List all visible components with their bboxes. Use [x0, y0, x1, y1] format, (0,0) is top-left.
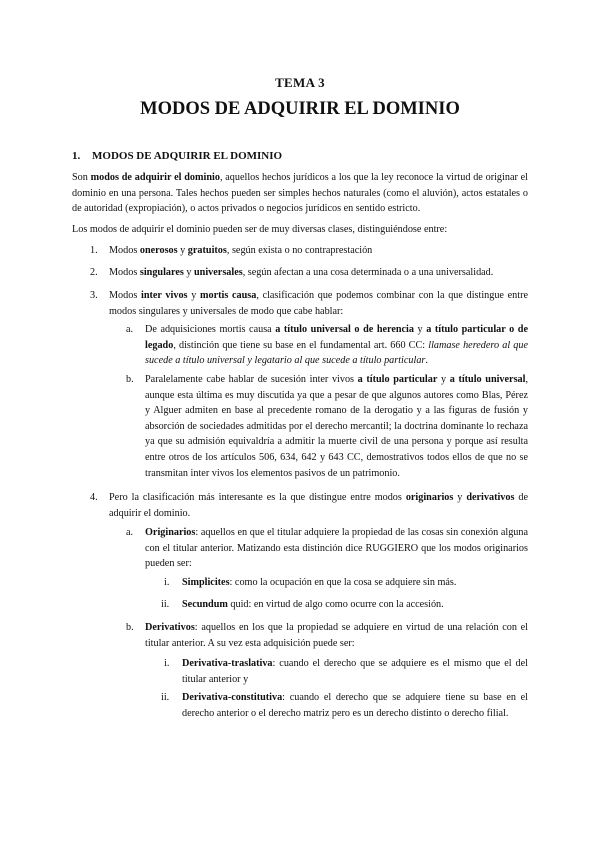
section-heading: [72, 150, 282, 162]
list-marker: 4.: [90, 492, 98, 503]
section-title: MODOS DE ADQUIRIR EL DOMINIO: [92, 150, 283, 162]
section-number: 1.: [72, 150, 81, 162]
list-item: Modos onerosos y gratuitos, según exista o no contraprestación: [109, 245, 373, 256]
sub-list-item: Derivativos: aquellos en los que la propiedad se adquiere en virtud de una relación con el titular anterior. A su vez esta adquisición puede ser:: [145, 622, 528, 649]
list-marker: b.: [126, 622, 134, 633]
list-marker: 2.: [90, 267, 98, 278]
list-item: Modos inter vivos y mortis causa, clasificación que podemos combinar con la que distingue entre modos singulares y universales de modo que cabe hablar:: [109, 290, 528, 317]
roman-list-item: Secundum quid: en virtud de algo como ocurre con la accesión.: [182, 599, 444, 610]
list-marker: ii.: [161, 692, 170, 703]
sub-list-item: Originarios: aquellos en que el titular adquiere la propiedad de las cosas sin conexión alguna con el titular anterior. Matizando esta distinción dice RUGGIERO que los modos originarios pueden ser:: [145, 527, 528, 570]
chapter-label: TEMA 3: [275, 75, 325, 90]
list-marker: 3.: [90, 290, 98, 301]
list-marker: i.: [164, 658, 170, 669]
list-item: Pero la clasificación más interesante es la que distingue entre modos originarios y derivativos de adquirir el dominio.: [109, 492, 529, 519]
list-marker: a.: [126, 324, 134, 335]
roman-list-item: Derivativa-constitutiva: cuando el derecho que se adquiere tiene su base en el derecho anterior o el derecho matriz pero es un derecho distinto o derecho filial.: [182, 692, 528, 719]
list-marker: a.: [126, 527, 134, 538]
classes-paragraph: Los modos de adquirir el dominio pueden ser de muy diversas clases, distinguiéndose entre:: [72, 224, 448, 235]
list-marker: 1.: [90, 245, 98, 256]
list-marker: b.: [126, 374, 134, 385]
sub-list-item: Paralelamente cabe hablar de sucesión inter vivos a título particular y a título universal, aunque esta última es muy discutida ya que a pesar de que algunos autores como Blas, Pérez y Alguer admiten en base al precedente romano de la derogatio y a las figuras de fusión y absorción de sociedades admitidas por el derecho mercantil; la doctrina dominante lo rechaza ya que su admisión equivaldría a admitir la muerte civil de una persona y porque así resulta entre otros de los artículos 506, 634, 642 y 643 CC, demostrativos todos ellos de que no se transmitan inter vivos los elementos pasivos de un patrimonio.: [145, 374, 529, 479]
page-title: MODOS DE ADQUIRIR EL DOMINIO: [140, 99, 460, 119]
list-marker: i.: [164, 577, 170, 588]
sub-list-item: De adquisiciones mortis causa a título universal o de herencia y a título particular o de legado, distinción que tiene su base en el fundamental art. 660 CC: llamase heredero al que sucede a título universal y legatario al que sucede a título particular.: [145, 324, 529, 367]
list-marker: ii.: [161, 599, 170, 610]
intro-paragraph: Son modos de adquirir el dominio, aquellos hechos jurídicos a los que la ley reconoce la virtud de originar el dominio en una persona. Tales hechos pueden ser simples hechos naturales (como el aluvión), actos estatales o de autoridad (expropiación), o actos privados o negocios jurídicos en sentido estricto.: [72, 172, 528, 215]
roman-list-item: Simplicites: como la ocupación en que la cosa se adquiere sin más.: [182, 577, 457, 588]
list-item: Modos singulares y universales, según afectan a una cosa determinada o a una universalidad.: [109, 267, 494, 278]
roman-list-item: Derivativa-traslativa: cuando el derecho que se adquiere es el mismo que el del titular anterior y: [182, 658, 528, 685]
